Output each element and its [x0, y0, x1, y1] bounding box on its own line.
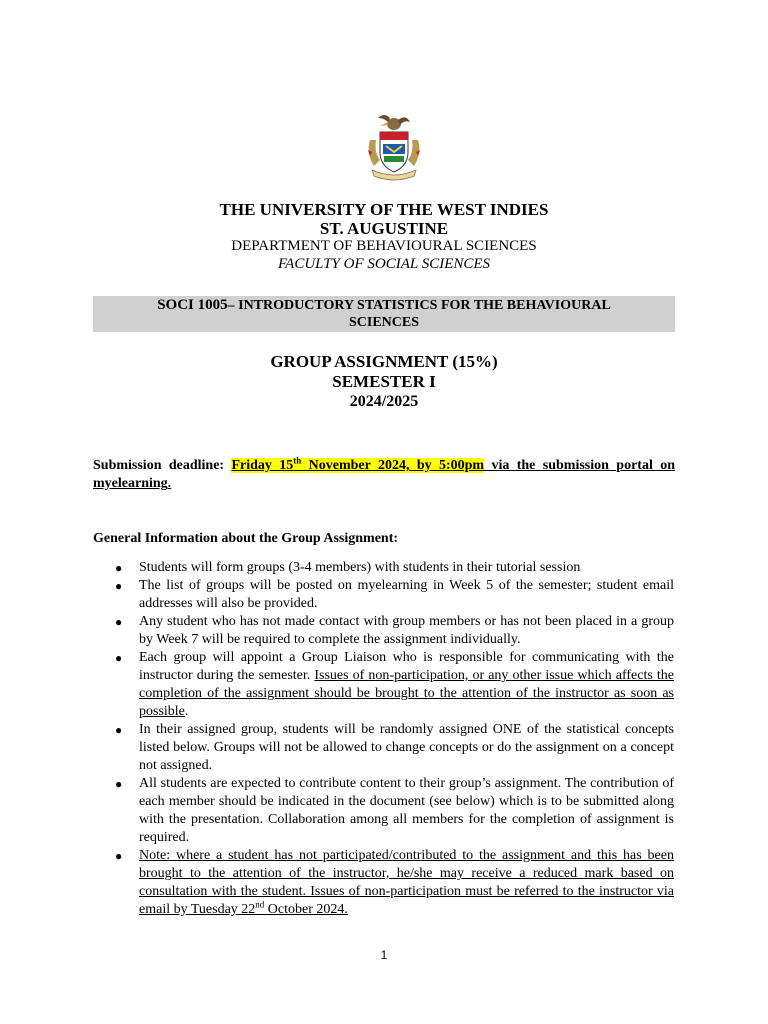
- general-info-heading: General Information about the Group Assignment:: [93, 531, 399, 546]
- course-title-line2: SCIENCES: [348, 315, 420, 330]
- list-item: [115, 847, 674, 919]
- page-number: 1: [380, 948, 388, 962]
- semester-label: SEMESTER I: [332, 372, 436, 391]
- list-item-text: The list of groups will be posted on myelearning in Week 5 of the semester; student email addresses will also be provided.: [139, 578, 674, 611]
- bullet-icon: ●: [115, 561, 123, 575]
- list-item: [115, 613, 674, 649]
- department-name: DEPARTMENT OF BEHAVIOURAL SCIENCES: [231, 238, 537, 254]
- course-title-line1: INTRODUCTORY STATISTICS FOR THE BEHAVIOURAL: [238, 298, 611, 313]
- bullet-icon: ●: [115, 615, 123, 629]
- academic-year: 2024/2025: [349, 393, 419, 410]
- note-text-end: October 2024.: [264, 902, 348, 917]
- list-item-period: .: [184, 704, 189, 719]
- list-item-text: Any student who has not made contact with group members or has not been placed in a group by Week 7 will be required to complete the assignment individually.: [139, 614, 674, 647]
- list-item-text: Students will form groups (3-4 members) with students in their tutorial session: [139, 560, 581, 575]
- list-item: [115, 649, 674, 721]
- bullet-icon: ●: [115, 579, 123, 593]
- list-item: [115, 721, 674, 775]
- bullet-icon: ●: [115, 651, 123, 665]
- deadline-label: Submission deadline:: [93, 458, 232, 473]
- bullet-icon: ●: [115, 777, 123, 791]
- university-crest-logo: [358, 110, 430, 182]
- assignment-title: GROUP ASSIGNMENT (15%): [270, 352, 498, 371]
- deadline-date-suffix: th: [293, 455, 302, 466]
- course-code: SOCI 1005: [157, 297, 228, 313]
- submission-deadline: [93, 457, 675, 493]
- deadline-date-day: Friday 15: [231, 458, 294, 473]
- deadline-period: .: [167, 476, 172, 491]
- bullet-icon: ●: [115, 849, 123, 863]
- deadline-date-rest: November 2024, by 5:00pm: [301, 458, 485, 473]
- campus-name: ST. AUGUSTINE: [319, 219, 449, 238]
- faculty-name: FACULTY OF SOCIAL SCIENCES: [277, 256, 491, 272]
- course-dash: –: [227, 298, 239, 313]
- list-item-text: Each group will appoint a Group Liaison who is responsible for communicating with the instructor during the semester.: [139, 650, 674, 683]
- general-info-list: [0, 559, 768, 919]
- list-item: [115, 775, 674, 847]
- list-item: [115, 577, 674, 613]
- list-item-text: In their assigned group, students will be randomly assigned ONE of the statistical concepts listed below. Groups will not be allowed to change concepts or do the assignment on a concept not assigned.: [139, 722, 674, 773]
- list-item-text: All students are expected to contribute content to their group’s assignment. The contribution of each member should be indicated in the document (see below) which is to be submitted along with the presentation. Collaboration among all members for the completion of assignment is required.: [139, 776, 674, 845]
- list-item-underlined-text: Issues of non-participation, or any other issue which affects the completion of the assignment should be brought to the attention of the instructor as soon as possible: [139, 668, 674, 719]
- deadline-date: [231, 455, 485, 473]
- note-date-suffix: nd: [255, 899, 265, 910]
- note-text: [139, 848, 674, 917]
- course-title-banner: [93, 296, 675, 332]
- list-item: [115, 559, 674, 577]
- note-text-main: Note: where a student has not participated/contributed to the assignment and this has been brought to the attention of the instructor, he/she may receive a reduced mark based on consultation with the student. Issues of non-participation must be referred to the instructor via email by Tuesday 22: [139, 848, 674, 917]
- university-name: THE UNIVERSITY OF THE WEST INDIES: [219, 200, 549, 219]
- bullet-icon: ●: [115, 723, 123, 737]
- deadline-portal: via the submission portal on myelearning: [93, 458, 675, 491]
